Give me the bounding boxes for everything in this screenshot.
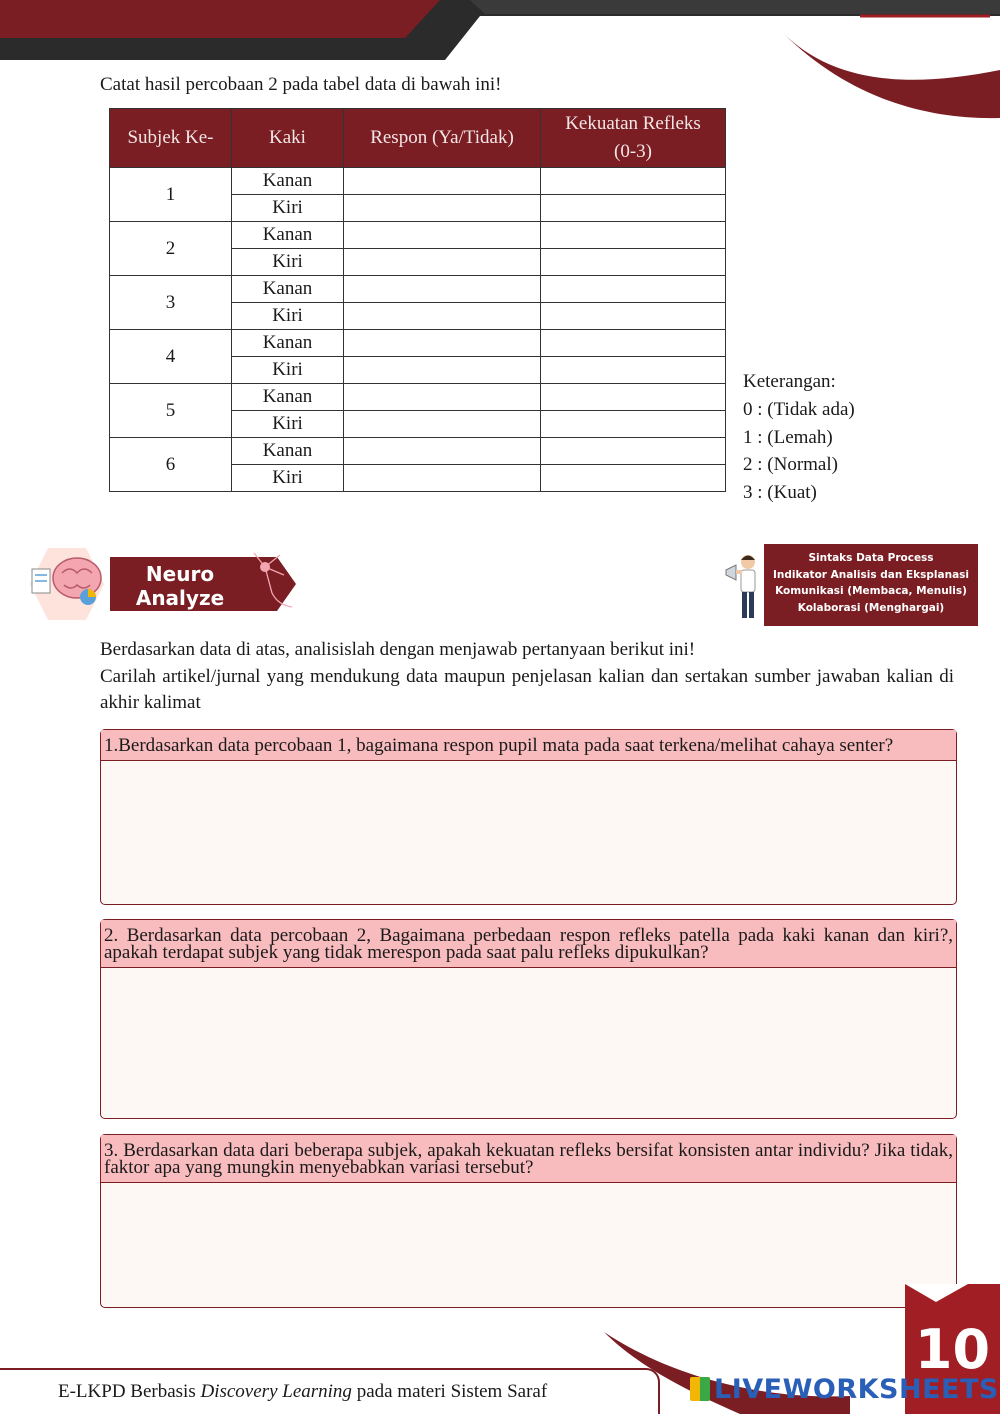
banner-line2: Analyze [135, 586, 225, 610]
header-leg: Kaki [232, 109, 344, 168]
leg-label: Kanan [232, 276, 344, 303]
legend-title: Keterangan: [743, 371, 836, 392]
banner-line1: Neuro [145, 562, 215, 586]
response-cell[interactable] [344, 222, 541, 249]
intro-text: Catat hasil percobaan 2 pada tabel data di bawah ini! [100, 74, 502, 95]
page-number: 10 [914, 1318, 991, 1381]
response-cell[interactable] [344, 195, 541, 222]
question-box-2 [100, 919, 957, 1119]
footer-suffix: pada materi Sistem Saraf [351, 1381, 548, 1402]
header-response: Respon (Ya/Tidak) [344, 109, 541, 168]
leg-label: Kanan [232, 222, 344, 249]
strength-cell[interactable] [541, 330, 726, 357]
instruction-2: Carilah artikel/jurnal yang mendukung data maupun penjelasan kalian dan sertakan sumber jawaban kalian di akhir kalimat [100, 666, 954, 713]
strength-cell[interactable] [541, 276, 726, 303]
response-cell[interactable] [344, 384, 541, 411]
response-cell[interactable] [344, 168, 541, 195]
strength-cell[interactable] [541, 384, 726, 411]
strength-cell[interactable] [541, 222, 726, 249]
response-cell[interactable] [344, 465, 541, 492]
response-cell[interactable] [344, 330, 541, 357]
footer-prefix: E-LKPD Berbasis [58, 1381, 201, 1402]
leg-label: Kanan [232, 330, 344, 357]
instruction-1: Berdasarkan data di atas, analisislah dengan menjawab pertanyaan berikut ini! [100, 639, 696, 660]
subject-number: 2 [110, 222, 232, 276]
strength-cell[interactable] [541, 168, 726, 195]
subject-number: 3 [110, 276, 232, 330]
reflex-data-table [109, 108, 726, 492]
legend-item: 0 : (Tidak ada) [743, 398, 855, 420]
legend [743, 368, 855, 507]
strength-cell[interactable] [541, 303, 726, 330]
neuro-analyze-banner [22, 545, 302, 623]
syntax-line: Indikator Analisis dan Eksplanasi [772, 568, 970, 581]
leg-label: Kiri [232, 303, 344, 330]
strength-cell[interactable] [541, 465, 726, 492]
response-cell[interactable] [344, 303, 541, 330]
question-text: 2. Berdasarkan data percobaan 2, Bagaimana perbedaan respon refleks patella pada kaki kanan dan kiri?, apakah terdapat subjek yang tidak merespon pada saat palu refleks dipukulkan? [101, 920, 956, 968]
leg-label: Kanan [232, 384, 344, 411]
footer-italic: Discovery Learning [200, 1381, 352, 1402]
leg-label: Kanan [232, 438, 344, 465]
legend-item: 2 : (Normal) [743, 454, 838, 476]
watermark-text: LIVEWORKSHEETS [714, 1374, 999, 1405]
strength-cell[interactable] [541, 195, 726, 222]
leg-label: Kiri [232, 195, 344, 222]
liveworksheets-logo-icon [690, 1377, 710, 1401]
header-strength-label: Kekuatan Refleks [565, 113, 701, 134]
subject-number: 4 [110, 330, 232, 384]
strength-cell[interactable] [541, 411, 726, 438]
header-subject: Subjek Ke- [110, 109, 232, 168]
legend-item: 1 : (Lemah) [743, 426, 833, 448]
response-cell[interactable] [344, 411, 541, 438]
leg-label: Kanan [232, 168, 344, 195]
footer-text [58, 1381, 547, 1403]
legend-item: 3 : (Kuat) [743, 482, 817, 504]
syntax-line: Kolaborasi (Menghargai) [797, 601, 945, 614]
liveworksheets-watermark [690, 1374, 999, 1405]
question-text: 1.Berdasarkan data percobaan 1, bagaimana respon pupil mata pada saat terkena/melihat cahaya senter? [101, 730, 956, 761]
strength-cell[interactable] [541, 438, 726, 465]
question-text: 3. Berdasarkan data dari beberapa subjek, apakah kekuatan refleks bersifat konsisten antar individu? Jika tidak, faktor apa yang mungkin menyebabkan variasi tersebut? [101, 1135, 956, 1183]
header-strength [541, 109, 726, 168]
syntax-box [764, 544, 978, 626]
response-cell[interactable] [344, 276, 541, 303]
answer-input-1[interactable] [101, 761, 956, 886]
syntax-line: Komunikasi (Membaca, Menulis) [775, 585, 967, 597]
response-cell[interactable] [344, 438, 541, 465]
strength-cell[interactable] [541, 357, 726, 384]
leg-label: Kiri [232, 249, 344, 276]
subject-number: 6 [110, 438, 232, 492]
response-cell[interactable] [344, 249, 541, 276]
question-box-1 [100, 729, 957, 905]
header-strength-range: (0-3) [614, 141, 652, 162]
subject-number: 5 [110, 384, 232, 438]
syntax-line: Sintaks Data Process [808, 552, 934, 564]
strength-cell[interactable] [541, 249, 726, 276]
student-megaphone-illustration [722, 552, 766, 626]
subject-number: 1 [110, 168, 232, 222]
leg-label: Kiri [232, 357, 344, 384]
leg-label: Kiri [232, 411, 344, 438]
answer-input-2[interactable] [101, 968, 956, 1117]
leg-label: Kiri [232, 465, 344, 492]
top-decoration [0, 0, 1000, 120]
response-cell[interactable] [344, 357, 541, 384]
